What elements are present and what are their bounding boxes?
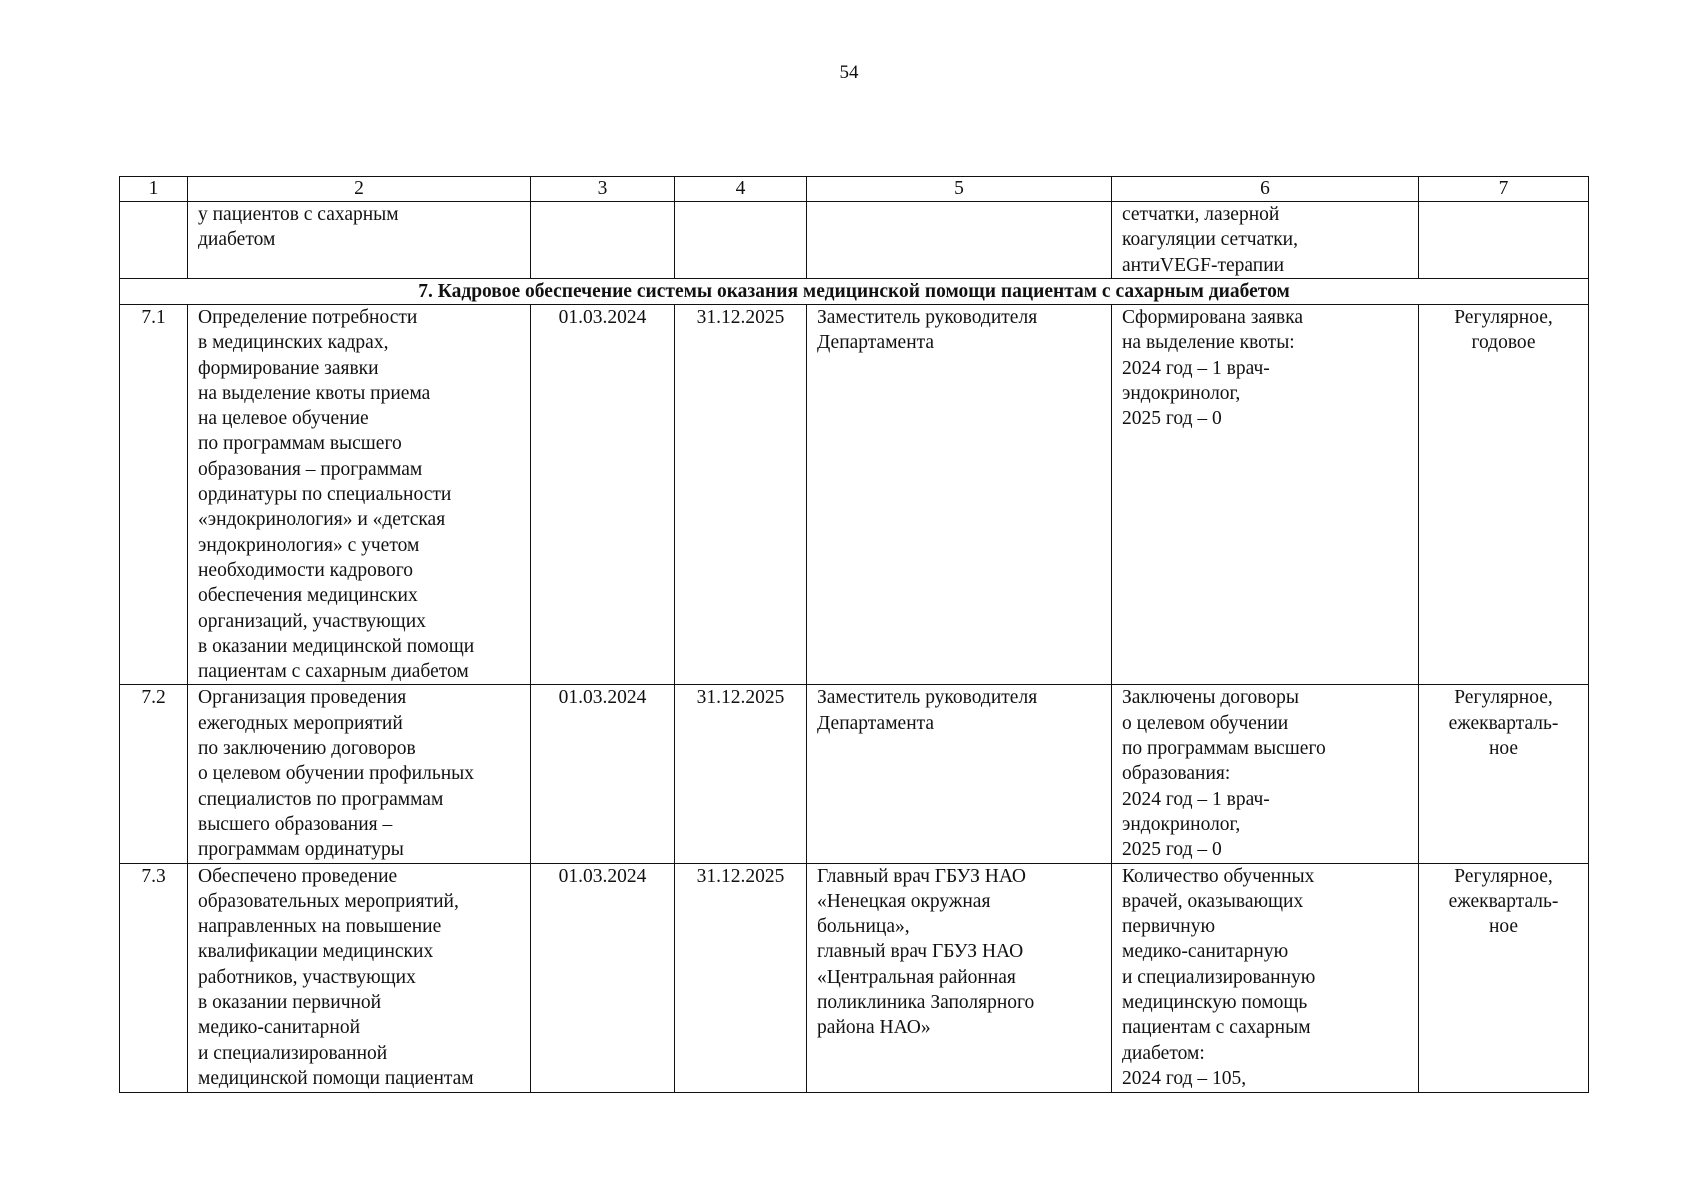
start-date: 01.03.2024 xyxy=(531,685,675,863)
text-line: в медицинских кадрах, xyxy=(198,332,389,354)
table-row xyxy=(120,685,1589,863)
text-line: антиVEGF-терапии xyxy=(1122,254,1285,276)
text-line: Департамента xyxy=(817,332,935,354)
text-line: эндокринолог, xyxy=(1122,382,1241,404)
responsible-cell xyxy=(807,305,1112,685)
text-line: ное xyxy=(1488,916,1519,938)
text-line: Регулярное, xyxy=(1454,865,1553,887)
text-line: ежекварталь- xyxy=(1448,712,1559,734)
text-line: Департамента xyxy=(817,712,935,734)
text-line: формирование заявки xyxy=(198,357,379,379)
text-line: в оказании медицинской помощи xyxy=(198,635,475,657)
column-header-1: 1 xyxy=(120,177,188,202)
text-line: коагуляции сетчатки, xyxy=(1122,229,1298,251)
text-line: по программам высшего xyxy=(198,433,402,455)
text-line: организаций, участвующих xyxy=(198,610,426,632)
cell-num xyxy=(120,202,188,279)
text-line: 2025 год – 0 xyxy=(1122,408,1222,430)
end-date: 31.12.2025 xyxy=(675,685,807,863)
text-line: образования: xyxy=(1122,763,1231,785)
text-line: Заместитель руководителя xyxy=(817,307,1038,328)
start-date: 01.03.2024 xyxy=(531,305,675,685)
text-line: в оказании первичной xyxy=(198,992,382,1014)
cell-end xyxy=(675,202,807,279)
text-line: пациентам с сахарным диабетом xyxy=(198,661,469,683)
row-number: 7.3 xyxy=(120,863,188,1092)
column-header-2: 2 xyxy=(188,177,531,202)
text-line: поликлиника Заполярного xyxy=(817,992,1035,1014)
action-cell xyxy=(188,863,531,1092)
text-line: необходимости кадрового xyxy=(198,559,413,581)
cell-start xyxy=(531,202,675,279)
text-line: годовое xyxy=(1471,332,1536,354)
column-header-5: 5 xyxy=(807,177,1112,202)
text-line: пациентам с сахарным xyxy=(1122,1017,1311,1039)
text-line: главный врач ГБУЗ НАО xyxy=(817,941,1024,963)
text-line: Сформирована заявка xyxy=(1122,307,1304,328)
table-row xyxy=(120,863,1589,1092)
text-line: района НАО» xyxy=(817,1017,931,1039)
end-date: 31.12.2025 xyxy=(675,305,807,685)
text-line: Обеспечено проведение xyxy=(198,865,398,887)
cell-responsible xyxy=(807,202,1112,279)
type-cell xyxy=(1419,685,1589,863)
continuation-row xyxy=(120,202,1589,279)
text-line: образовательных мероприятий, xyxy=(198,890,459,912)
text-line: «эндокринология» и «детская xyxy=(198,509,446,531)
type-cell xyxy=(1419,305,1589,685)
text-line: работников, участвующих xyxy=(198,966,416,988)
text-line: по программам высшего xyxy=(1122,738,1326,760)
text-line: и специализированной xyxy=(198,1042,388,1064)
action-cell xyxy=(188,685,531,863)
responsible-cell xyxy=(807,863,1112,1092)
text-line: специалистов по программам xyxy=(198,788,444,810)
text-line: направленных на повышение xyxy=(198,916,442,938)
text-line: первичную xyxy=(1122,916,1216,938)
column-header-3: 3 xyxy=(531,177,675,202)
type-cell xyxy=(1419,863,1589,1092)
text-line: обеспечения медицинских xyxy=(198,585,418,607)
text-line: эндокринолог, xyxy=(1122,813,1241,835)
text-line: на целевое обучение xyxy=(198,408,369,430)
result-cell xyxy=(1112,685,1419,863)
action-cell xyxy=(188,305,531,685)
text-line: 2024 год – 105, xyxy=(1122,1067,1247,1089)
text-line: Главный врач ГБУЗ НАО xyxy=(817,865,1027,887)
text-line: медико-санитарную xyxy=(1122,941,1289,963)
text-line: Количество обученных xyxy=(1122,865,1315,887)
responsible-cell xyxy=(807,685,1112,863)
cell-result xyxy=(1112,202,1419,279)
column-header-7: 7 xyxy=(1419,177,1589,202)
text-line: о целевом обучении xyxy=(1122,712,1289,734)
page-number: 54 xyxy=(839,62,859,83)
text-line: и специализированную xyxy=(1122,966,1316,988)
text-line: образования – программам xyxy=(198,458,423,480)
text-line: «Центральная районная xyxy=(817,966,1016,988)
text-line: Организация проведения xyxy=(198,687,407,709)
text-line: квалификации медицинских xyxy=(198,941,434,963)
text-line: Регулярное, xyxy=(1454,307,1553,328)
text-line: врачей, оказывающих xyxy=(1122,890,1304,912)
text-line: диабетом xyxy=(198,229,276,251)
result-cell xyxy=(1112,305,1419,685)
text-line: ежегодных мероприятий xyxy=(198,712,403,734)
text-line: больница», xyxy=(817,916,910,938)
text-line: 2024 год – 1 врач- xyxy=(1122,788,1270,810)
text-line: медицинскую помощь xyxy=(1122,992,1308,1014)
end-date: 31.12.2025 xyxy=(675,863,807,1092)
start-date: 01.03.2024 xyxy=(531,863,675,1092)
row-number: 7.2 xyxy=(120,685,188,863)
text-line: 2024 год – 1 врач- xyxy=(1122,357,1270,379)
text-line: по заключению договоров xyxy=(198,738,416,760)
table-row xyxy=(120,305,1589,685)
column-header-6: 6 xyxy=(1112,177,1419,202)
row-number: 7.1 xyxy=(120,305,188,685)
text-line: на выделение квоты приема xyxy=(198,382,431,404)
text-line: у пациентов с сахарным xyxy=(198,204,399,225)
text-line: медико-санитарной xyxy=(198,1017,361,1039)
text-line: ежекварталь- xyxy=(1448,890,1559,912)
cell-action xyxy=(188,202,531,279)
column-header-4: 4 xyxy=(675,177,807,202)
section-header-row xyxy=(120,279,1589,305)
text-line: ординатуры по специальности xyxy=(198,484,452,506)
text-line: Регулярное, xyxy=(1454,687,1553,709)
section-title: 7. Кадровое обеспечение системы оказания медицинской помощи пациентам с сахарным диабетом xyxy=(120,279,1589,305)
text-line: ное xyxy=(1488,738,1519,760)
column-number-header-row xyxy=(120,177,1589,202)
result-cell xyxy=(1112,863,1419,1092)
cell-type xyxy=(1419,202,1589,279)
text-line: Заместитель руководителя xyxy=(817,687,1038,709)
text-line: на выделение квоты: xyxy=(1122,332,1295,354)
plan-table xyxy=(119,176,1589,1093)
text-line: 2025 год – 0 xyxy=(1122,839,1222,861)
text-line: высшего образования – xyxy=(198,813,393,835)
text-line: Заключены договоры xyxy=(1122,687,1299,709)
text-line: медицинской помощи пациентам xyxy=(198,1067,474,1089)
text-line: «Ненецкая окружная xyxy=(817,890,991,912)
text-line: диабетом: xyxy=(1122,1042,1205,1064)
text-line: сетчатки, лазерной xyxy=(1122,204,1280,225)
text-line: эндокринология» с учетом xyxy=(198,534,420,556)
text-line: Определение потребности xyxy=(198,307,418,328)
text-line: о целевом обучении профильных xyxy=(198,763,475,785)
text-line: программам ординатуры xyxy=(198,839,404,861)
